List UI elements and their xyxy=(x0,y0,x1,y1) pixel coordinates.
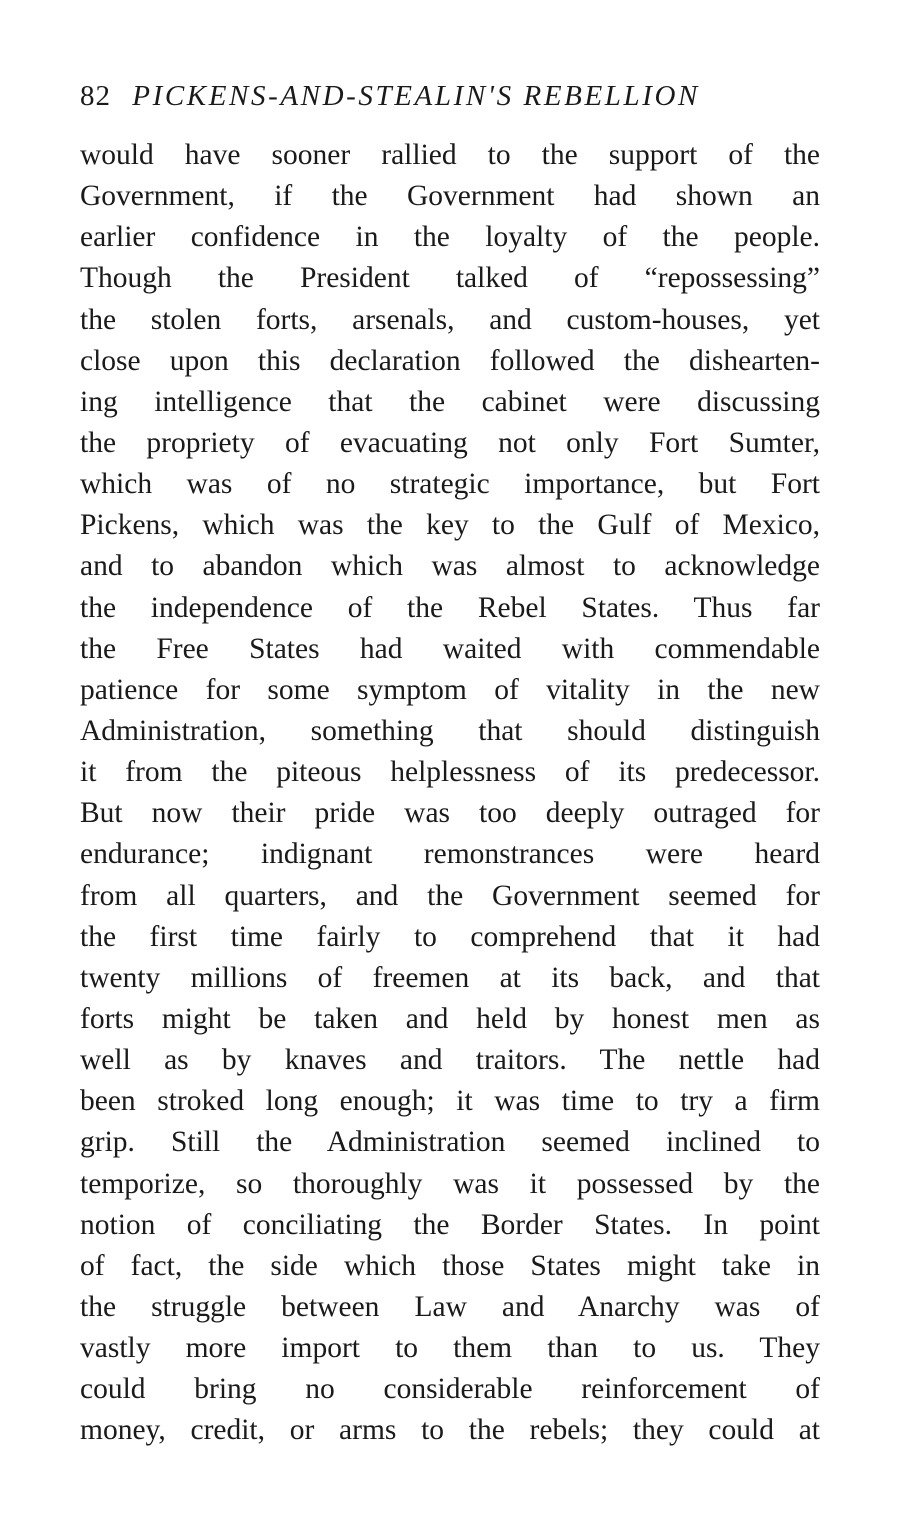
text-line: been stroked long enough; it was time to try a firm xyxy=(80,1085,820,1118)
text-line: Pickens, which was the key to the Gulf of Mexico, xyxy=(80,509,820,542)
text-line: the first time fairly to comprehend that it had xyxy=(80,920,820,953)
text-line: close upon this declaration followed the dishearten- xyxy=(80,344,820,377)
text-line: vastly more import to them than to us. They xyxy=(80,1332,820,1365)
text-line: grip. Still the Administration seemed inclined to xyxy=(80,1126,820,1159)
text-line: twenty millions of freemen at its back, and that xyxy=(80,961,820,994)
text-line: it from the piteous helplessness of its predecessor. xyxy=(80,756,820,789)
text-line: forts might be taken and held by honest men as xyxy=(80,1002,820,1035)
text-line: which was of no strategic importance, but Fort xyxy=(80,468,820,501)
text-line: the independence of the Rebel States. Thus far xyxy=(80,591,820,624)
text-line: Though the President talked of “repossessing” xyxy=(80,262,820,295)
text-line: the struggle between Law and Anarchy was of xyxy=(80,1290,820,1323)
text-line: But now their pride was too deeply outraged for xyxy=(80,797,820,830)
text-line: endurance; indignant remonstrances were heard xyxy=(80,838,820,871)
text-line: Government, if the Government had shown an xyxy=(80,180,820,213)
text-line: the Free States had waited with commendable xyxy=(80,632,820,665)
text-line: of fact, the side which those States might take in xyxy=(80,1249,820,1282)
text-line: would have sooner rallied to the support of the xyxy=(80,139,820,171)
text-line: could bring no considerable reinforcement of xyxy=(80,1373,820,1406)
text-line: from all quarters, and the Government seemed for xyxy=(80,879,820,912)
text-line: and to abandon which was almost to acknowledge xyxy=(80,550,820,583)
text-line: well as by knaves and traitors. The nettle had xyxy=(80,1044,820,1077)
text-line: notion of conciliating the Border States. In point xyxy=(80,1208,820,1241)
text-line: temporize, so thoroughly was it possessed by the xyxy=(80,1167,820,1200)
text-line: earlier confidence in the loyalty of the people. xyxy=(80,221,820,254)
text-line: ing intelligence that the cabinet were discussing xyxy=(80,385,820,418)
text-line: money, credit, or arms to the rebels; they could at xyxy=(80,1414,820,1447)
running-head xyxy=(80,76,820,116)
text-line: the propriety of evacuating not only Fort Sumter, xyxy=(80,426,820,459)
running-title: PICKENS-AND-STEALIN'S REBELLION xyxy=(132,80,700,112)
text-line: patience for some symptom of vitality in the new xyxy=(80,673,820,706)
body-text xyxy=(80,135,820,1452)
page-number: 82 xyxy=(80,80,111,112)
text-line: the stolen forts, arsenals, and custom-houses, yet xyxy=(80,303,820,336)
text-line: Administration, something that should distinguish xyxy=(80,714,820,747)
